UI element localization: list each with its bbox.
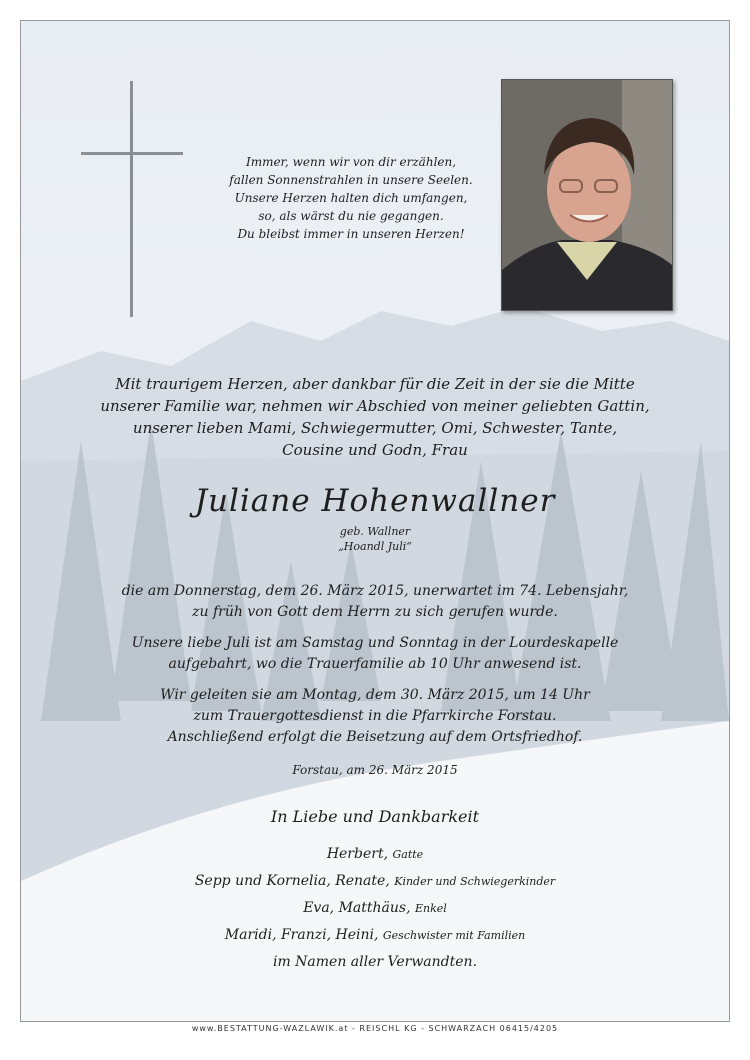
viewing-line: Unsere liebe Juli ist am Samstag und Sonntag in der Lourdeskapelle — [131, 635, 619, 651]
poem — [191, 153, 511, 243]
death-notice — [61, 581, 689, 623]
funeral-home-footer: www.BESTATTUNG-WAZLAWIK.at - REISCHL KG - SCHWARZACH 06415/4205 — [191, 1024, 559, 1033]
funeral-line: Wir geleiten sie am Montag, dem 30. März 2015, um 14 Uhr — [160, 687, 590, 703]
poem-line: Unsere Herzen halten dich umfangen, — [234, 191, 468, 205]
portrait-photo — [501, 79, 673, 311]
intro-line: Cousine und Godn, Frau — [282, 441, 468, 459]
family-names: Eva, Matthäus, — [303, 900, 411, 916]
cross-vertical-bar — [130, 81, 133, 317]
funeral-notice — [61, 685, 689, 748]
family-role: Gatte — [392, 848, 424, 861]
family-names: Maridi, Franzi, Heini, — [224, 927, 379, 943]
death-line: zu früh von Gott dem Herrn zu sich gerufen wurde. — [192, 604, 558, 620]
death-line: die am Donnerstag, dem 26. März 2015, unerwartet im 74. Lebensjahr, — [121, 583, 629, 599]
cross-horizontal-bar — [81, 152, 183, 155]
family-row — [61, 895, 689, 922]
poem-line: fallen Sonnenstrahlen in unsere Seelen. — [229, 173, 473, 187]
place-date: Forstau, am 26. März 2015 — [292, 763, 458, 777]
portrait-image — [502, 80, 672, 310]
relatives-line: im Namen aller Verwandten. — [272, 954, 478, 970]
viewing-notice — [61, 633, 689, 675]
funeral-line: Anschließend erfolgt die Beisetzung auf dem Ortsfriedhof. — [167, 729, 583, 745]
family-row — [61, 868, 689, 895]
family-row — [61, 841, 689, 868]
closing-phrase: In Liebe und Dankbarkeit — [270, 807, 480, 826]
poem-line: Du bleibst immer in unseren Herzen! — [237, 227, 465, 241]
family-role: Kinder und Schwiegerkinder — [394, 875, 556, 888]
family-role: Geschwister mit Familien — [382, 929, 526, 942]
poem-line: so, als wärst du nie gegangen. — [258, 209, 444, 223]
intro-text — [61, 373, 689, 461]
family-role: Enkel — [414, 902, 447, 915]
deceased-name: Juliane Hohenwallner — [194, 483, 556, 519]
family-names: Sepp und Kornelia, Renate, — [194, 873, 390, 889]
intro-line: unserer Familie war, nehmen wir Abschied von meiner geliebten Gattin, — [100, 397, 650, 415]
birth-name: geb. Wallner — [339, 525, 411, 538]
family-list — [61, 841, 689, 975]
birth-info — [61, 524, 689, 554]
intro-line: Mit traurigem Herzen, aber dankbar für die Zeit in der sie die Mitte — [115, 375, 635, 393]
viewing-line: aufgebahrt, wo die Trauerfamilie ab 10 Uhr anwesend ist. — [168, 656, 582, 672]
poem-line: Immer, wenn wir von dir erzählen, — [245, 155, 457, 169]
family-row — [61, 922, 689, 949]
nickname: „Hoandl Juli“ — [338, 540, 412, 553]
intro-line: unserer lieben Mami, Schwiegermutter, Omi, Schwester, Tante, — [132, 419, 618, 437]
obituary-card — [20, 20, 730, 1022]
family-names: Herbert, — [326, 846, 389, 862]
funeral-line: zum Trauergottesdienst in die Pfarrkirche Forstau. — [193, 708, 557, 724]
